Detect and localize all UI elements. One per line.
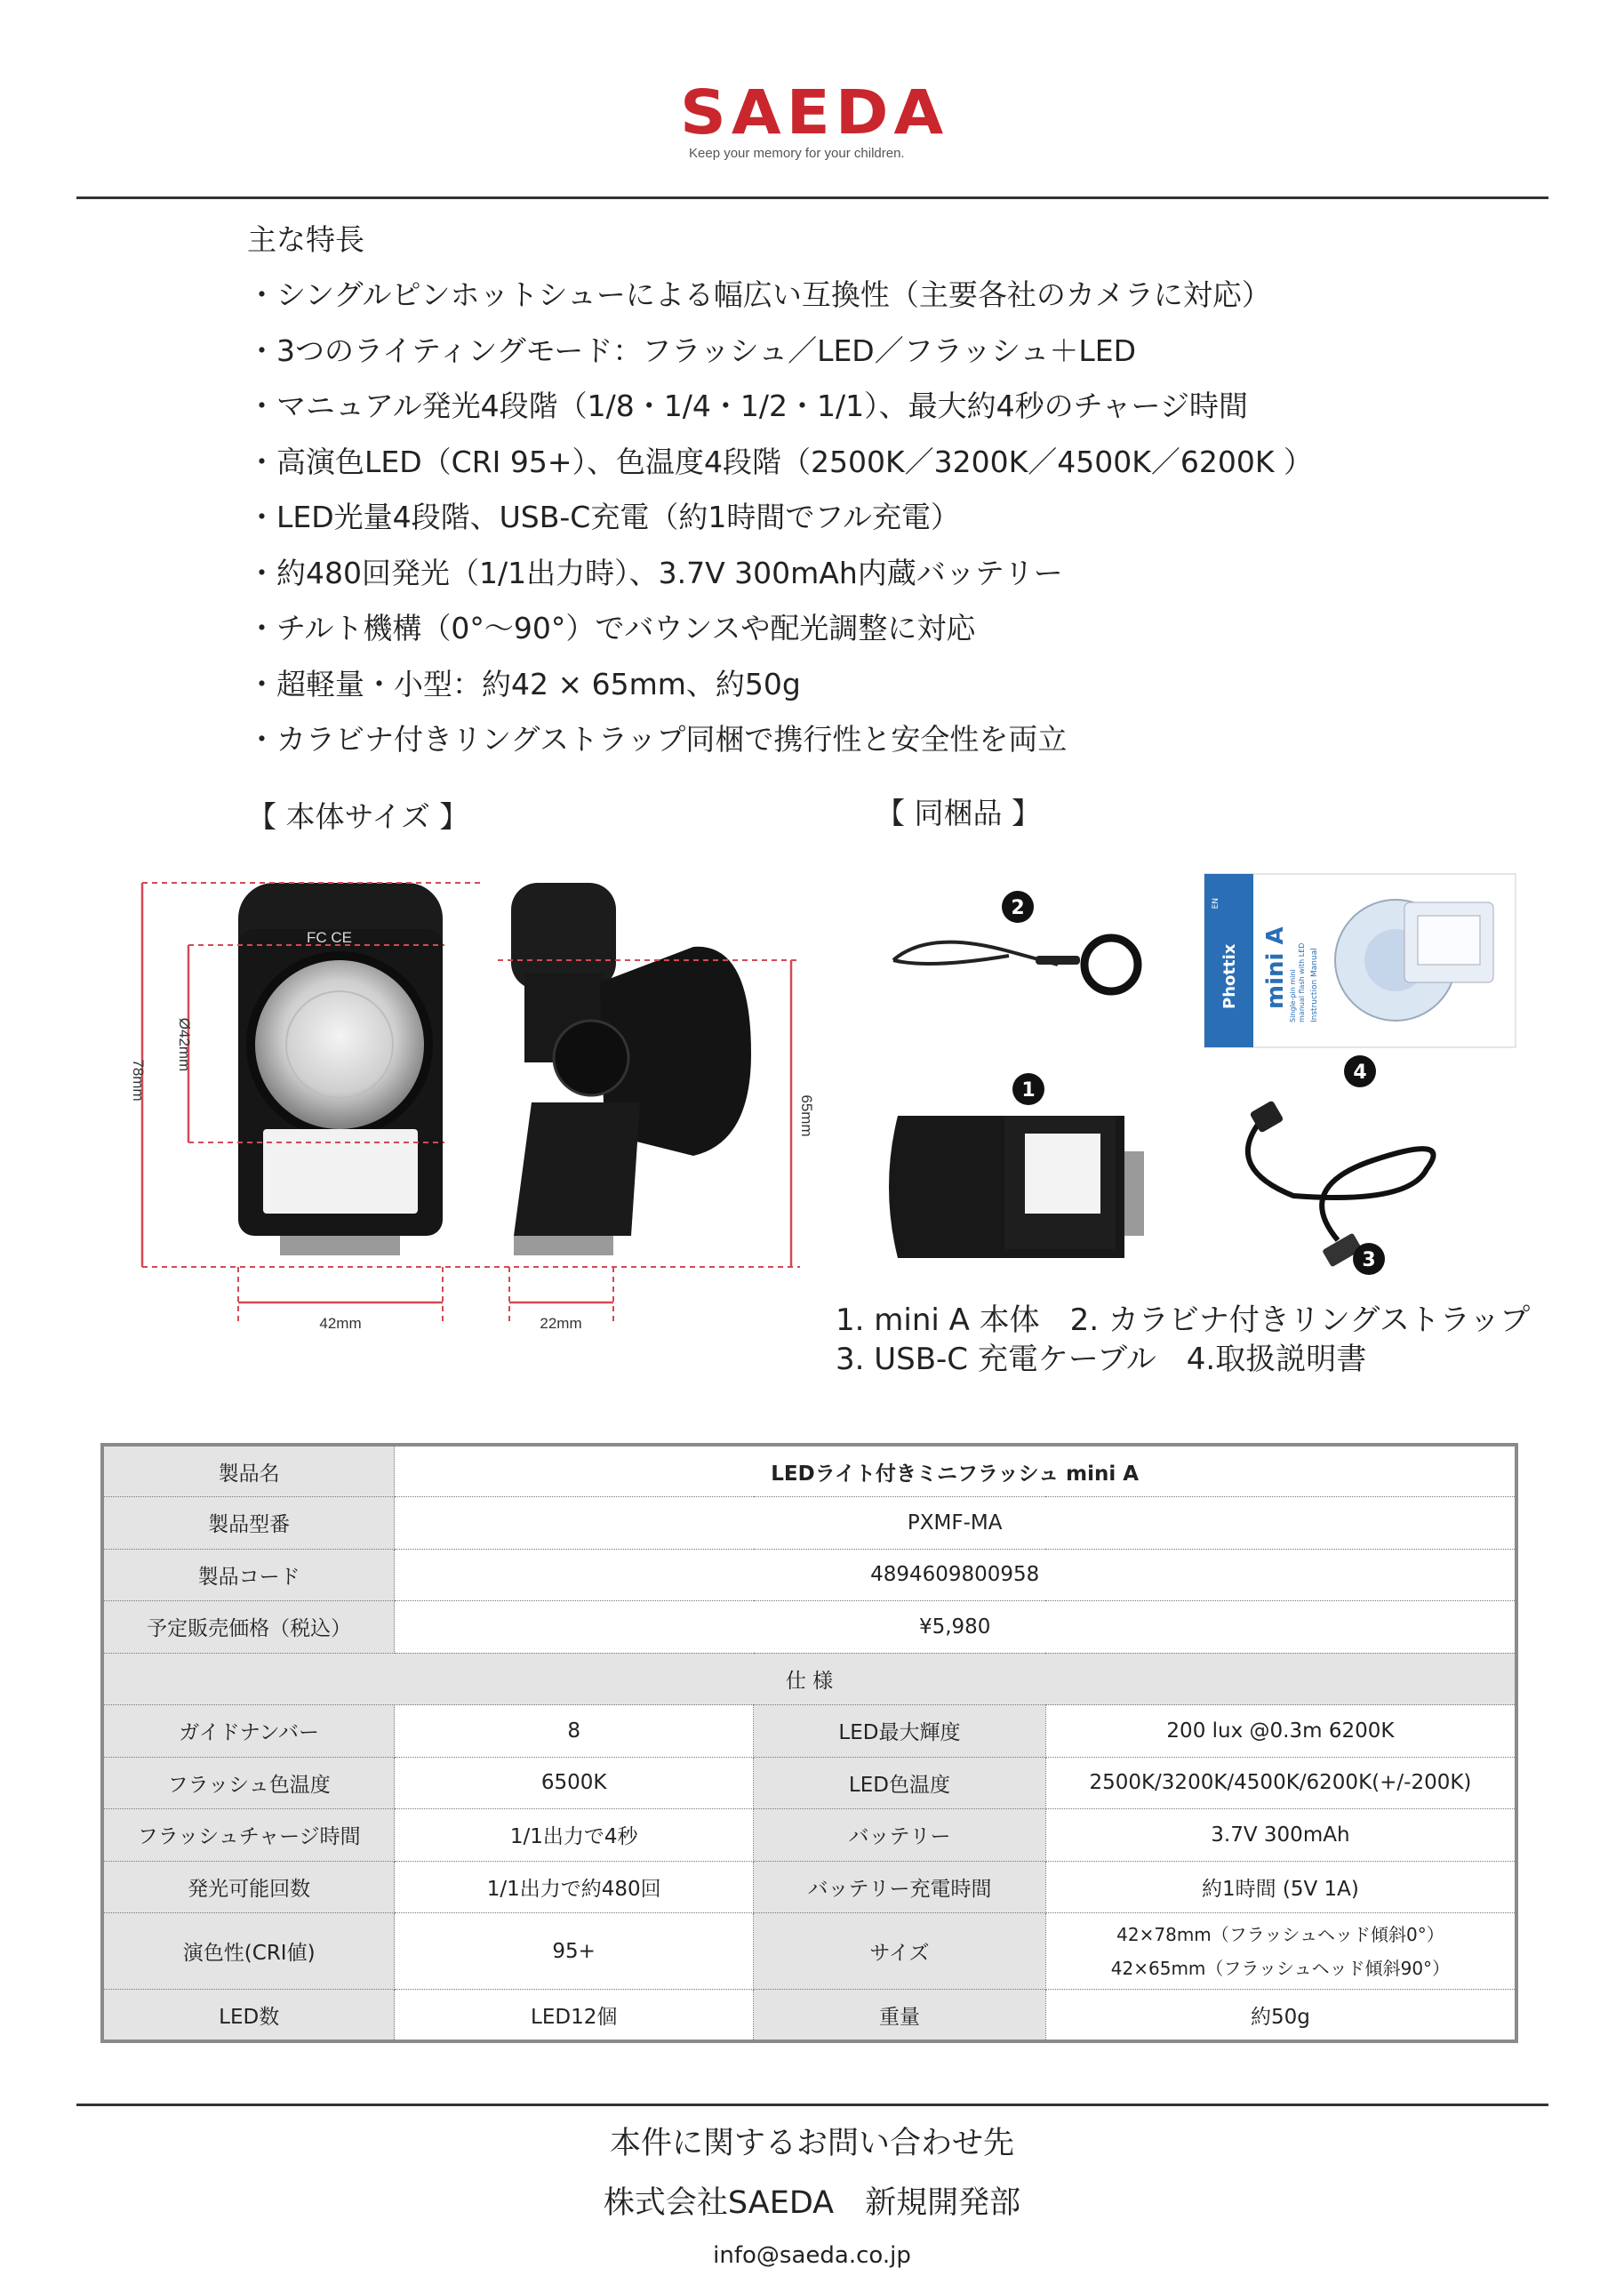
caption-line-2: 3. USB-C 充電ケーブル 4.取扱説明書: [836, 1342, 1367, 1377]
manual-subtitle-1: Single-pin mini: [1289, 969, 1297, 1022]
table-row: [102, 1497, 1516, 1550]
product-name-label: 製品名: [102, 1445, 395, 1497]
feature-item: ・シングルピンホットシューによる幅広い互換性（主要各社のカメラに対応）: [247, 277, 1271, 312]
width-front-label: 42mm: [319, 1315, 362, 1332]
spec-label: LED数: [102, 1990, 395, 2042]
manual-title: mini A: [1262, 926, 1289, 1009]
table-row: [102, 1549, 1516, 1601]
feature-item: ・高演色LED（CRI 95+）、色温度4段階（2500K／3200K／4500K／6200K ）: [247, 444, 1313, 479]
model-number-value: PXMF-MA: [395, 1497, 1516, 1550]
spec-label: サイズ: [754, 1913, 1046, 1990]
footer-divider: [76, 2104, 1548, 2106]
spec-label: フラッシュチャージ時間: [102, 1809, 395, 1862]
cable-illustration: [1248, 1100, 1434, 1275]
caption-line-1: 1. mini A 本体 2. カラビナ付きリングストラップ: [836, 1302, 1531, 1338]
height-side-label: 65mm: [798, 1094, 815, 1137]
product-name-value: LEDライト付きミニフラッシュ mini A: [395, 1445, 1516, 1497]
height-front-label: 78mm: [130, 1059, 147, 1102]
spec-value: 200 lux @0.3m 6200K: [1045, 1705, 1516, 1758]
size-value: [1045, 1913, 1516, 1990]
feature-item: ・チルト機構（0°～90°）でバウンスや配光調整に対応: [247, 611, 976, 645]
spec-label: ガイドナンバー: [102, 1705, 395, 1758]
side-view: [511, 883, 751, 1255]
manual-subtitle-2: manual flash with LED: [1298, 942, 1306, 1022]
spec-value: 約50g: [1045, 1990, 1516, 2042]
manual-brand: Phottix: [1220, 943, 1239, 1009]
feature-heading: 主な特長: [247, 222, 364, 257]
strap-illustration: [893, 891, 1138, 991]
size-value-90deg: 42×65mm（フラッシュヘッド傾斜90°）: [1110, 1957, 1451, 1979]
feature-item: ・超軽量・小型：約42 × 65mm、約50g: [247, 666, 801, 701]
table-row: [102, 1913, 1516, 1990]
price-label: 予定販売価格（税込）: [102, 1601, 395, 1654]
spec-value: 3.7V 300mAh: [1045, 1809, 1516, 1862]
size-section-label: 【 本体サイズ 】: [247, 799, 469, 834]
contact-heading: 本件に関するお問い合わせ先: [609, 2126, 1014, 2161]
company-department: 株式会社SAEDA 新規開発部: [603, 2185, 1021, 2221]
spec-value: 1/1出力で約480回: [395, 1861, 754, 1913]
lens-diameter-label: Ø42mm: [176, 1017, 193, 1072]
spec-label: LED色温度: [754, 1757, 1046, 1809]
feature-list: [247, 218, 1492, 773]
header-divider: [76, 196, 1548, 199]
saeda-logo: [680, 76, 947, 165]
feature-item: ・カラビナ付きリングストラップ同梱で携行性と安全性を両立: [247, 722, 1068, 757]
marker-1: 1: [1021, 1079, 1036, 1102]
feature-item: ・LED光量4段階、USB-C充電（約1時間でフル充電）: [247, 500, 961, 534]
spec-label: 発光可能回数: [102, 1861, 395, 1913]
table-row: [102, 1809, 1516, 1862]
spec-value: 1/1出力で4秒: [395, 1809, 754, 1862]
spec-table: [100, 1443, 1518, 2043]
manual-illustration: [1204, 874, 1516, 1087]
table-row: [102, 1653, 1516, 1705]
spec-label: バッテリー: [754, 1809, 1046, 1862]
spec-section-title: 仕 様: [102, 1653, 1516, 1705]
spec-value: 約1時間 (5V 1A): [1045, 1861, 1516, 1913]
marker-3: 3: [1362, 1249, 1376, 1271]
feature-item: ・マニュアル発光4段階（1/8・1/4・1/2・1/1）、最大約4秒のチャージ時間: [247, 389, 1248, 423]
spec-label: 演色性(CRI値): [102, 1913, 395, 1990]
manual-doc-title: Instruction Manual: [1310, 948, 1319, 1022]
width-side-label: 22mm: [540, 1315, 582, 1332]
feature-item: ・3つのライティングモード：フラッシュ／LED／フラッシュ＋LED: [247, 333, 1137, 368]
spec-value: LED12個: [395, 1990, 754, 2042]
marker-2: 2: [1011, 897, 1025, 919]
table-row: [102, 1757, 1516, 1809]
table-row: [102, 1445, 1516, 1497]
spec-value: 2500K/3200K/4500K/6200K(+/-200K): [1045, 1757, 1516, 1809]
price-value: ¥5,980: [395, 1601, 1516, 1654]
spec-label: フラッシュ色温度: [102, 1757, 395, 1809]
manual-lang: EN: [1212, 898, 1220, 910]
front-view: [238, 883, 443, 1255]
product-code-value: 4894609800958: [395, 1549, 1516, 1601]
spec-value: 95+: [395, 1913, 754, 1990]
size-diagram: [107, 876, 818, 1338]
table-row: [102, 1601, 1516, 1654]
table-row: [102, 1861, 1516, 1913]
feature-item: ・約480回発光（1/1出力時）、3.7V 300mAh内蔵バッテリー: [247, 555, 1063, 590]
marker-4: 4: [1353, 1062, 1367, 1084]
product-code-label: 製品コード: [102, 1549, 395, 1601]
contents-section-label: 【 同梱品 】: [876, 796, 1041, 830]
brand-name: SAEDA: [680, 76, 949, 148]
table-row: [102, 1990, 1516, 2042]
table-row: [102, 1705, 1516, 1758]
size-value-0deg: 42×78mm（フラッシュヘッド傾斜0°）: [1116, 1923, 1444, 1945]
contact-email: info@saeda.co.jp: [713, 2242, 911, 2269]
spec-label: 重量: [754, 1990, 1046, 2042]
package-contents: [876, 867, 1533, 1294]
spec-label: LED最大輝度: [754, 1705, 1046, 1758]
spec-label: バッテリー充電時間: [754, 1861, 1046, 1913]
spec-value: 8: [395, 1705, 754, 1758]
model-number-label: 製品型番: [102, 1497, 395, 1550]
certification-marks: FC CE: [307, 929, 352, 946]
spec-value: 6500K: [395, 1757, 754, 1809]
contents-caption: [836, 1301, 1530, 1379]
brand-tagline: Keep your memory for your children.: [689, 146, 905, 161]
flash-illustration: [889, 1073, 1144, 1258]
